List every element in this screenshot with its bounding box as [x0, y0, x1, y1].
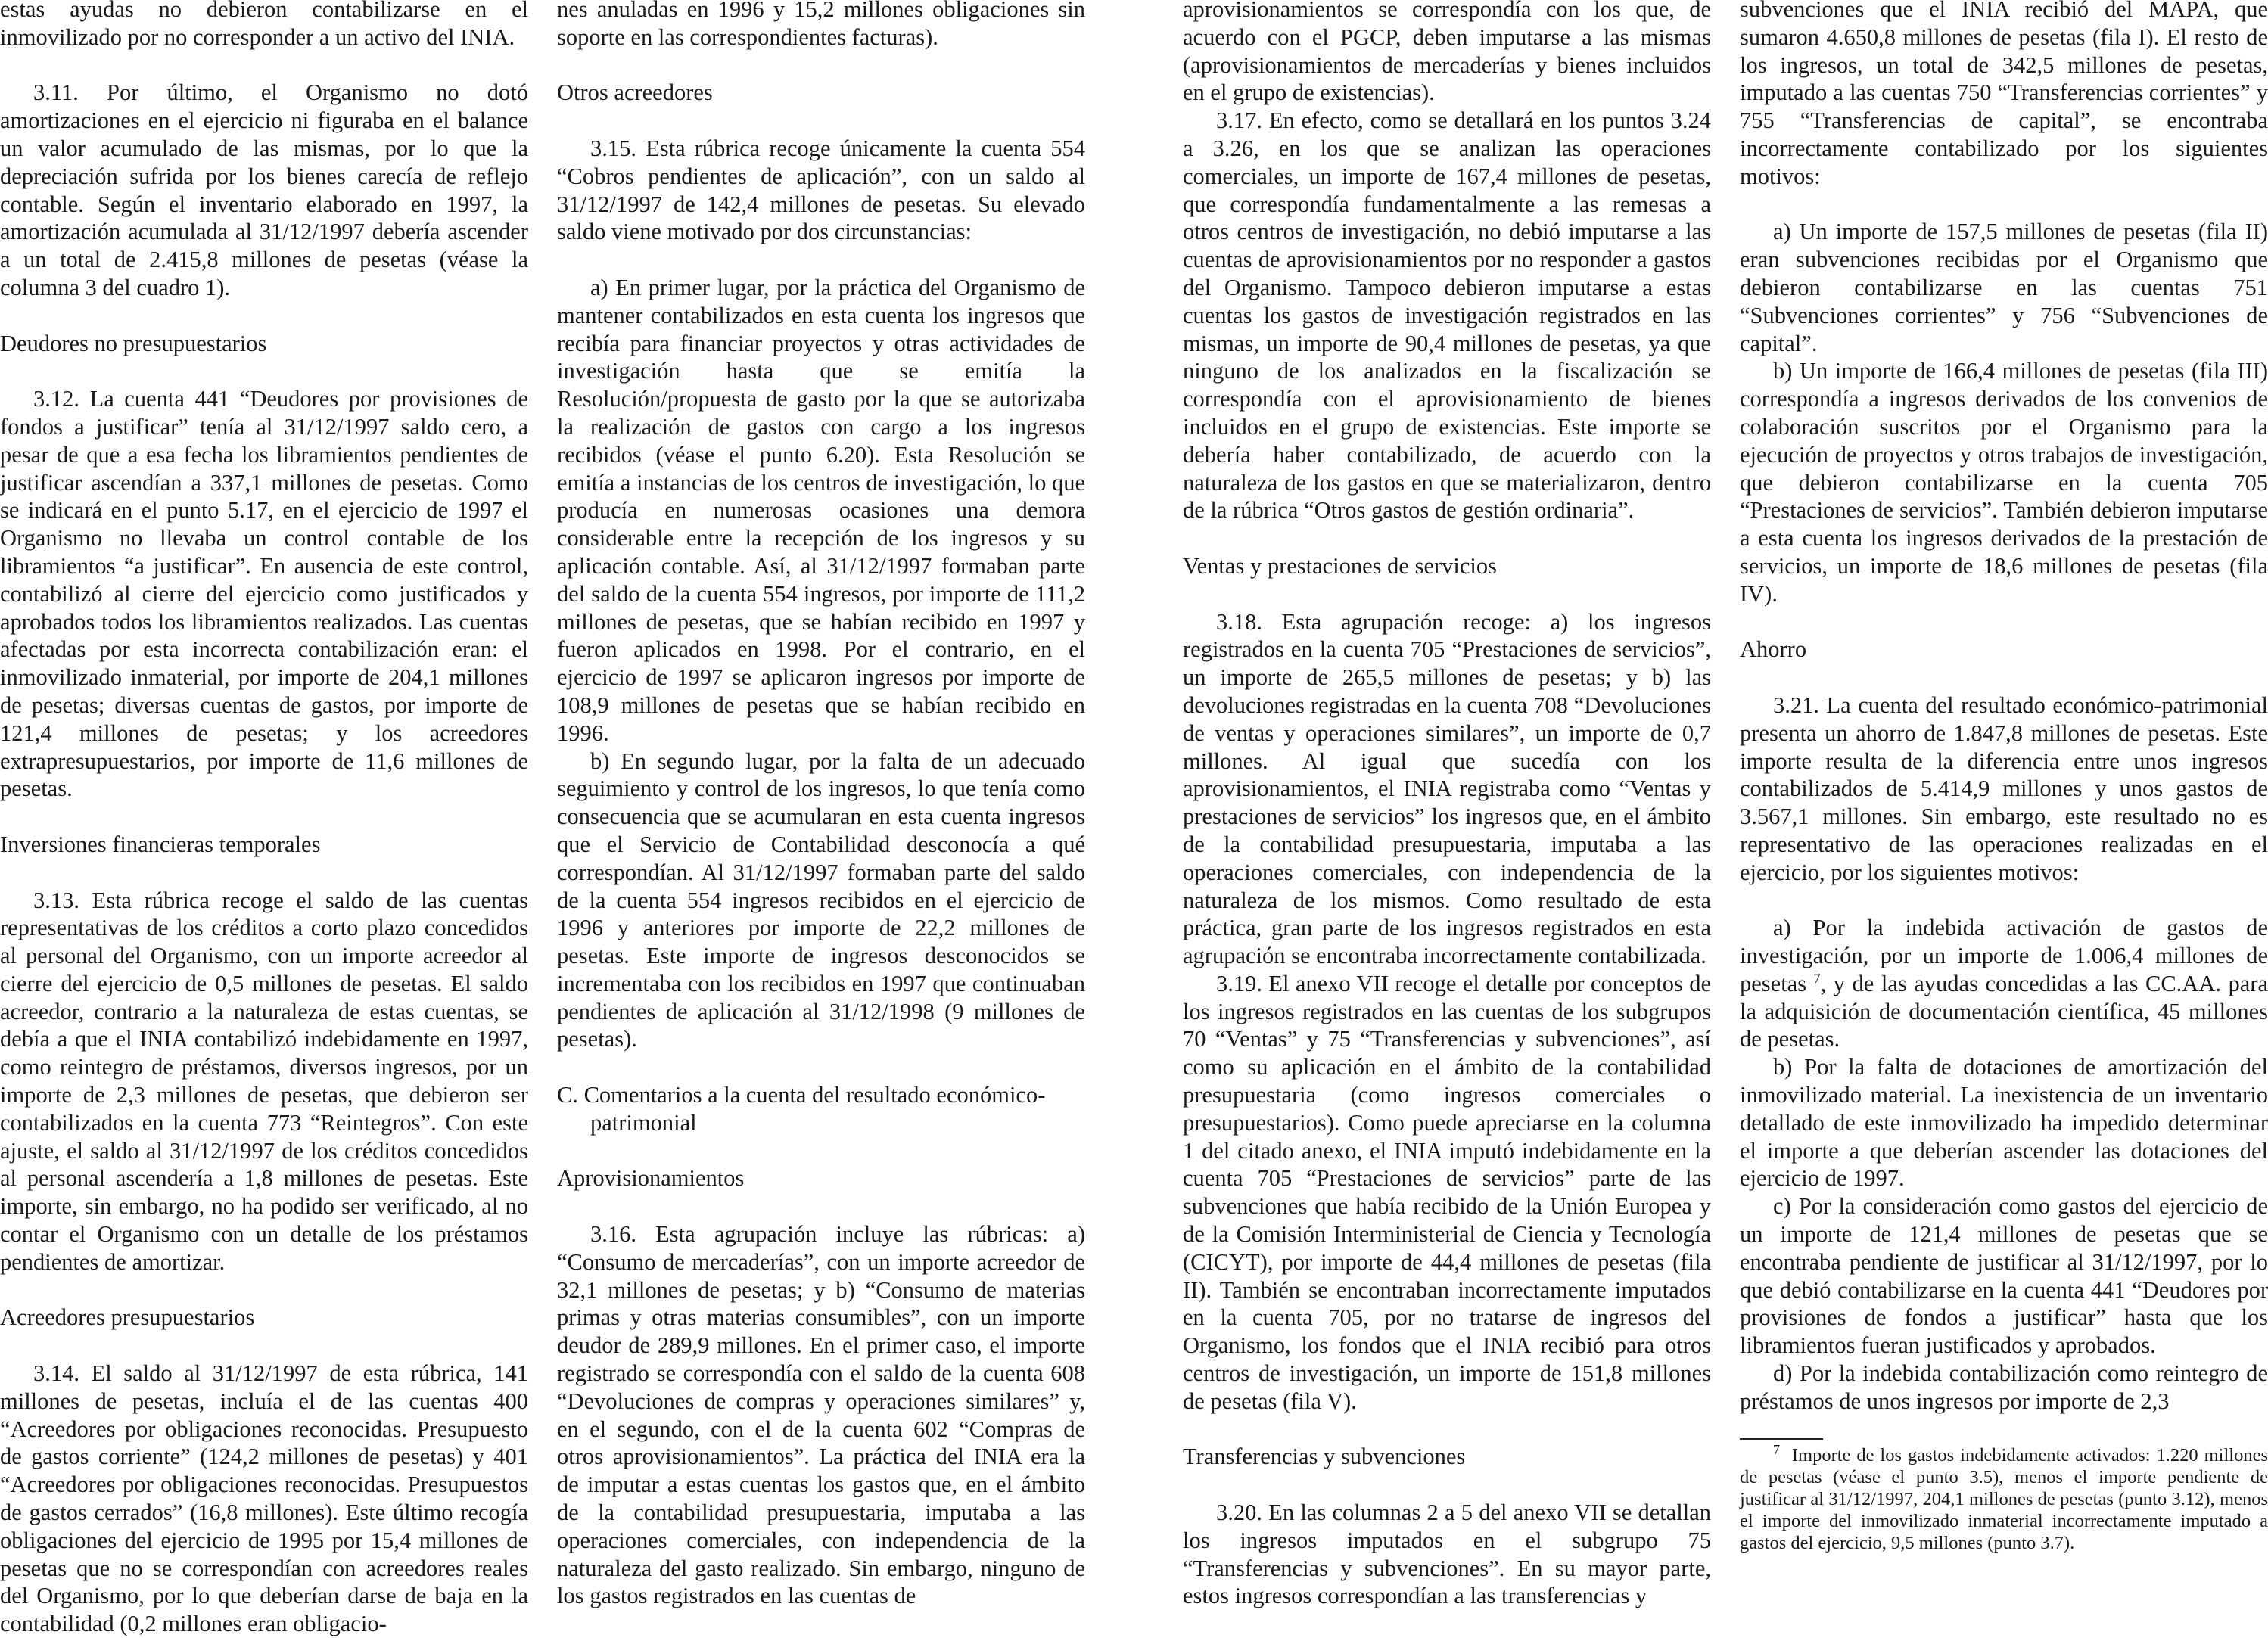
- footnote-text: Importe de los gastos indebidamente activados: 1.220 millones de pesetas (véase el punto 3.5), menos el importe pendiente de justificar al 31/12/1997, 204,1 millones de pesetas (punto 3.12), menos el importe del inmovilizado inmaterial incorrectamente imputado a gastos del ejercicio, 9,5 millones (punto 3.7).: [1740, 1444, 2268, 1553]
- paragraph-item-b: b) Por la falta de dotaciones de amortización del inmovilizado material. La inexistencia de un inventario detallado de este inmovilizado ha impedido determinar el importe a que deberían ascender las dotaciones del ejercicio de 1997.: [1740, 1054, 2268, 1192]
- section-heading-c: C. Comentarios a la cuenta del resultado económico-patrimonial: [557, 1082, 1046, 1136]
- section-heading: Otros acreedores: [557, 79, 713, 106]
- paragraph-3-14: 3.14. El saldo al 31/12/1997 de esta rúbrica, 141 millones de pesetas, incluía el de las cuentas 400 “Acreedores por obligaciones reconocidas. Presupuesto de gastos corriente” (124,2 millones de pesetas) y 401 “Acreedores por obligaciones reconocidas. Presupuestos de gastos cerrados” (16,8 millones). Este último recogía obligaciones del ejercicio de 1995 por 15,4 millones de pesetas que no se correspondían con acreedores reales del Organismo, por lo que deberían darse de baja en la contabilidad (0,2 millones eran obligacio-: [0, 1360, 528, 1637]
- paragraph: estas ayudas no debieron contabilizarse en el inmovilizado por no corresponder a un activo del INIA.: [0, 0, 528, 50]
- paragraph: subvenciones que el INIA recibió del MAPA, que sumaron 4.650,8 millones de pesetas (fila I). El resto de los ingresos, un total de 342,5 millones de pesetas, imputado a las cuentas 750 “Transferencias corrientes” y 755 “Transferencias de capital”, se encontraba incorrectamente contabilizado por los siguientes motivos:: [1740, 0, 2268, 189]
- paragraph-item-a: a) En primer lugar, por la práctica del Organismo de mantener contabilizados en esta cuenta los ingresos que recibía para financiar proyectos y otras actividades de investigación hasta que se emitía la Resolución/propuesta de gasto por la que se autorizaba la realización de gastos con cargo a los ingresos recibidos (véase el punto 6.20). Esta Resolución se emitía a instancias de los centros de investigación, lo que producía en numerosas ocasiones una demora considerable entre la recepción de los ingresos y su aplicación contable. Así, al 31/12/1997 formaban parte del saldo de la cuenta 554 ingresos, por importe de 111,2 millones de pesetas, que se habían recibido en 1997 y fueron aplicados en 1998. Por el contrario, en el ejercicio de 1997 se aplicaron ingresos por importe de 108,9 millones de pesetas que se habían recibido en 1996.: [557, 274, 1085, 746]
- column-3: [1183, 0, 1711, 1610]
- column-2: [557, 0, 1085, 1610]
- paragraph-3-21: 3.21. La cuenta del resultado económico-patrimonial presenta un ahorro de 1.847,8 millones de pesetas. Este importe resulta de la diferencia entre unos ingresos contabilizados de 5.414,9 millones y unos gastos de 3.567,1 millones. Sin embargo, este resultado no es representativo de las operaciones realizadas en el ejercicio, por los siguientes motivos:: [1740, 692, 2268, 885]
- paragraph-3-15: 3.15. Esta rúbrica recoge únicamente la cuenta 554 “Cobros pendientes de aplicación”, con un saldo al 31/12/1997 de 142,4 millones de pesetas. Su elevado saldo viene motivado por dos circunstancias:: [557, 135, 1085, 245]
- section-heading: Transferencias y subvenciones: [1183, 1444, 1466, 1470]
- paragraph-3-12: 3.12. La cuenta 441 “Deudores por provisiones de fondos a justificar” tenía al 31/12/1997 saldo cero, a pesar de que a esa fecha los libramientos pendientes de justificar ascendían a 337,1 millones de pesetas. Como se indicará en el punto 5.17, en el ejercicio de 1997 el Organismo no llevaba un control contable de los libramientos “a justificar”. En ausencia de este control, contabilizó al cierre del ejercicio como justificados y aprobados todos los libramientos realizados. Las cuentas afectadas por esta incorrecta contabilización eran: el inmovilizado inmaterial, por importe de 204,1 millones de pesetas; diversas cuentas de gastos, por importe de 121,4 millones de pesetas; y los acreedores extrapresupuestarios, por importe de 11,6 millones de pesetas.: [0, 386, 528, 802]
- paragraph-3-13: 3.13. Esta rúbrica recoge el saldo de las cuentas representativas de los créditos a corto plazo concedidos al personal del Organismo, con un importe acreedor al cierre del ejercicio de 0,5 millones de pesetas. El saldo acreedor, contrario a la naturaleza de estas cuentas, se debía a que el INIA contabilizó indebidamente en 1997, como reintegro de préstamos, diversos ingresos, por un importe de 2,3 millones de pesetas, que debieron ser contabilizados en la cuenta 773 “Reintegros”. Con este ajuste, el saldo al 31/12/1997 de los créditos concedidos al personal ascendería a 1,8 millones de pesetas. Este importe, sin embargo, no ha podido ser verificado, al no contar el Organismo con un detalle de los préstamos pendientes de amortizar.: [0, 887, 528, 1275]
- paragraph: aprovisionamientos se correspondía con los que, de acuerdo con el PGCP, deben imputarse a las mismas (aprovisionamientos de mercaderías y bienes incluidos en el grupo de existencias).: [1183, 0, 1711, 106]
- section-heading: Inversiones financieras temporales: [0, 831, 321, 857]
- footnote-mark: 7: [1773, 1441, 1780, 1457]
- footnote-divider: [1740, 1438, 1823, 1440]
- section-heading: Deudores no presupuestarios: [0, 330, 267, 356]
- column-4: [1740, 0, 2268, 1554]
- paragraph-3-18: 3.18. Esta agrupación recoge: a) los ingresos registrados en la cuenta 705 “Prestaciones de servicios”, un importe de 265,5 millones de pesetas; y b) las devoluciones registradas en la cuenta 708 “Devoluciones de ventas y operaciones similares”, un importe de 0,7 millones. Al igual que sucedía con los aprovisionamientos, el INIA registraba como “Ventas y prestaciones de servicios” los ingresos que, en el ámbito de la contabilidad presupuestaria, imputaba a las operaciones comerciales, con independencia de la naturaleza de los mismos. Como resultado de esta práctica, gran parte de los ingresos registrados en esta agrupación se encontraba incorrectamente contabilizada.: [1183, 608, 1711, 969]
- text: a) Por la indebida activación de gastos de investigación, por un importe de 1.006,4 millones de pesetas: [1740, 915, 2268, 996]
- paragraph-3-19: 3.19. El anexo VII recoge el detalle por conceptos de los ingresos registrados en las cuentas de los subgrupos 70 “Ventas” y 75 “Transferencias y subvenciones”, así como su aplicación en el ámbito de la contabilidad presupuestaria (como ingresos comerciales o presupuestarios). Como puede apreciarse en la columna 1 del citado anexo, el INIA imputó indebidamente en la cuenta 705 “Prestaciones de servicios” parte de las subvenciones que había recibido de la Unión Europea y de la Comisión Interministerial de Ciencia y Tecnología (CICYT), por importe de 44,4 millones de pesetas (fila II). También se encontraban incorrectamente imputados en la cuenta 705, por no tratarse de ingresos del Organismo, los fondos que el INIA recibió para otros centros de investigación, un importe de 151,8 millones de pesetas (fila V).: [1183, 970, 1711, 1414]
- section-heading: Acreedores presupuestarios: [0, 1304, 255, 1331]
- column-1: [0, 0, 528, 1638]
- paragraph-3-11: 3.11. Por último, el Organismo no dotó amortizaciones en el ejercicio ni figuraba en el balance un valor acumulado de las mismas, por lo que la depreciación sufrida por los bienes carecía de reflejo contable. Según el inventario elaborado en 1997, la amortización acumulada al 31/12/1997 debería ascender a un total de 2.415,8 millones de pesetas (véase la columna 3 del cuadro 1).: [0, 79, 528, 300]
- paragraph-3-20: 3.20. En las columnas 2 a 5 del anexo VII se detallan los ingresos imputados en el subgrupo 75 “Transferencias y subvenciones”. En su mayor parte, estos ingresos correspondían a las transferencias y: [1183, 1500, 1711, 1609]
- section-heading: Ventas y prestaciones de servicios: [1183, 552, 1498, 579]
- paragraph-item-b: b) Un importe de 166,4 millones de pesetas (fila III) correspondía a ingresos derivados de los convenios de colaboración suscritos por el Organismo para la ejecución de proyectos y otros trabajos de investigación, que debieron contabilizarse en la cuenta 705 “Prestaciones de servicios”. También debieron imputarse a esta cuenta los ingresos derivados de la prestación de servicios, un importe de 18,6 millones de pesetas (fila IV).: [1740, 358, 2268, 607]
- paragraph-item-c: c) Por la consideración como gastos del ejercicio de un importe de 121,4 millones de pesetas que se encontraba pendiente de justificar al 31/12/1997, por lo que debió contabilizarse en la cuenta 441 “Deudores por provisiones de fondos a justificar” hasta que los libramientos fueran justificados y aprobados.: [1740, 1193, 2268, 1359]
- paragraph-item-a: a) Un importe de 157,5 millones de pesetas (fila II) eran subvenciones recibidas por el Organismo que debieron contabilizarse en las cuentas 751 “Subvenciones corrientes” y 756 “Subvenciones de capital”.: [1740, 219, 2268, 356]
- paragraph: nes anuladas en 1996 y 15,2 millones obligaciones sin soporte en las correspondientes facturas).: [557, 0, 1085, 50]
- paragraph-3-16: 3.16. Esta agrupación incluye las rúbricas: a) “Consumo de mercaderías”, con un importe acreedor de 32,1 millones de pesetas; y b) “Consumo de materias primas y otras materias consumibles”, con un importe deudor de 289,9 millones. En el primer caso, el importe registrado se correspondía con el saldo de la cuenta 608 “Devoluciones de compras y operaciones similares” y, en el segundo, con el de la cuenta 602 “Compras de otros aprovisionamientos”. La práctica del INIA era la de imputar a estas cuentas los gastos que, en el ámbito de la contabilidad presupuestaria, imputaba a las operaciones comerciales, con independencia de la naturaleza del gasto realizado. Sin embargo, ninguno de los gastos registrados en las cuentas de: [557, 1221, 1085, 1609]
- section-heading: Ahorro: [1740, 636, 1807, 663]
- paragraph-item-b: b) En segundo lugar, por la falta de un adecuado seguimiento y control de los ingresos, lo que tenía como consecuencia que se acumularan en esta cuenta ingresos que el Servicio de Contabilidad desconocía a qué correspondían. Al 31/12/1997 formaban parte del saldo de la cuenta 554 ingresos recibidos en el ejercicio de 1996 y anteriores por importe de 22,2 millones de pesetas. Este importe de ingresos desconocidos se incrementaba con los recibidos en 1997 que continuaban pendientes de aplicación al 31/12/1998 (9 millones de pesetas).: [557, 748, 1085, 1052]
- text: , y de las ayudas concedidas a las CC.AA. para la adquisición de documentación científica, 45 millones de pesetas.: [1740, 970, 2268, 1052]
- footnote: [1740, 1441, 2268, 1554]
- paragraph-3-17: 3.17. En efecto, como se detallará en los puntos 3.24 a 3.26, en los que se analizan las operaciones comerciales, un importe de 167,4 millones de pesetas, que correspondía fundamentalmente a las remesas a otros centros de investigación, no debió imputarse a las cuentas de aprovisionamientos por no responder a gastos del Organismo. Tampoco debieron imputarse a estas cuentas los gastos de investigación registrados en las mismas, un importe de 90,4 millones de pesetas, ya que ninguno de los analizados en la fiscalización se correspondía con el aprovisionamiento de bienes incluidos en el grupo de existencias. Este importe se debería haber contabilizado, de acuerdo con la naturaleza de los gastos en que se materializaron, dentro de la rúbrica “Otros gastos de gestión ordinaria”.: [1183, 107, 1711, 524]
- footnote-reference: 7: [1813, 970, 1821, 986]
- section-heading: Aprovisionamientos: [557, 1165, 745, 1192]
- paragraph-item-d: d) Por la indebida contabilización como reintegro de préstamos de unos ingresos por importe de 2,3: [1740, 1360, 2268, 1414]
- paragraph-item-a: [1740, 914, 2268, 1053]
